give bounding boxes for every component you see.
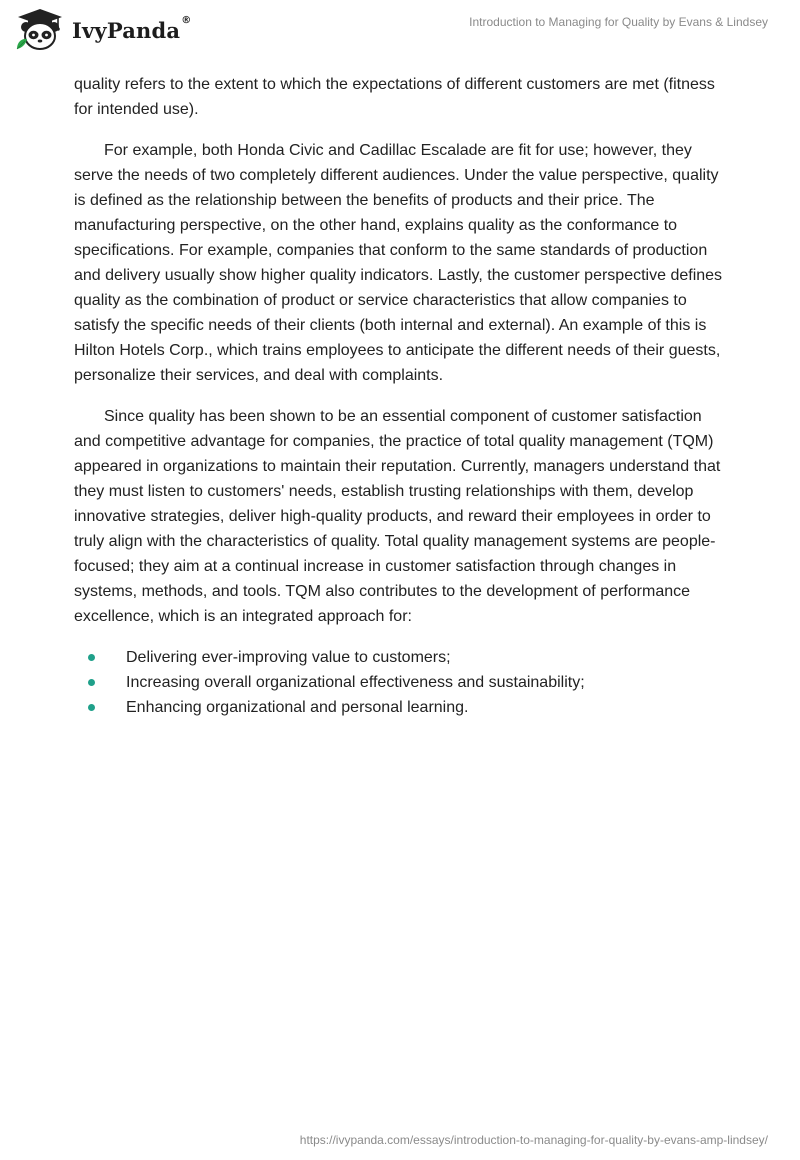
list-item [74, 670, 724, 695]
paragraph: For example, both Honda Civic and Cadillac Escalade are fit for use; however, they serve the needs of two completely different audiences. Under the value perspective, quality is defined as the relationship between the benefits of products and their price. The manufacturing perspective, on the other hand, explains quality as the conformance to specifications. For example, companies that conform to the same standards of production and delivery usually show higher quality indicators. Lastly, the customer perspective defines quality as the combination of product or service characteristics that allow companies to satisfy the specific needs of their clients (both internal and external). An example of this is Hilton Hotels Corp., which trains employees to anticipate the different needs of their guests, personalize their services, and deal with complaints. [74, 142, 723, 384]
list-item-text: Increasing overall organizational effectiveness and sustainability; [126, 674, 585, 691]
paragraph: Since quality has been shown to be an essential component of customer satisfaction and competitive advantage for companies, the practice of total quality management (TQM) appeared in organizations to maintain their reputation. Currently, managers understand that they must listen to customers' needs, establish trusting relationships with them, develop innovative strategies, deliver high-quality products, and reward their employees in order to truly align with the characteristics of quality. Total quality management systems are people-focused; they aim at a continual increase in customer satisfaction through changes in systems, methods, and tools. TQM also contributes to the development of performance excellence, which is an integrated approach for: [74, 408, 721, 625]
list-item-text: Enhancing organizational and personal learning. [126, 699, 469, 716]
paragraph: quality refers to the extent to which the expectations of different customers are met (fitness for intended use). [74, 76, 715, 118]
bullet-dot-icon [88, 704, 95, 711]
bullet-list [74, 645, 724, 720]
list-item [74, 695, 724, 720]
bullet-dot-icon [88, 654, 95, 661]
ivypanda-logo[interactable] [14, 8, 191, 52]
bullet-dot-icon [88, 679, 95, 686]
list-item-text: Delivering ever-improving value to customers; [126, 649, 451, 666]
document-title: Introduction to Managing for Quality by Evans & Lindsey [469, 15, 768, 29]
page-header [0, 0, 800, 60]
list-item [74, 645, 724, 670]
logo-wordmark: IvyPanda® [72, 14, 192, 43]
panda-logo-icon [14, 8, 66, 52]
source-url-link[interactable]: https://ivypanda.com/essays/introduction-to-managing-for-quality-by-evans-amp-lindsey/ [299, 1133, 768, 1147]
essay-body [74, 72, 724, 720]
